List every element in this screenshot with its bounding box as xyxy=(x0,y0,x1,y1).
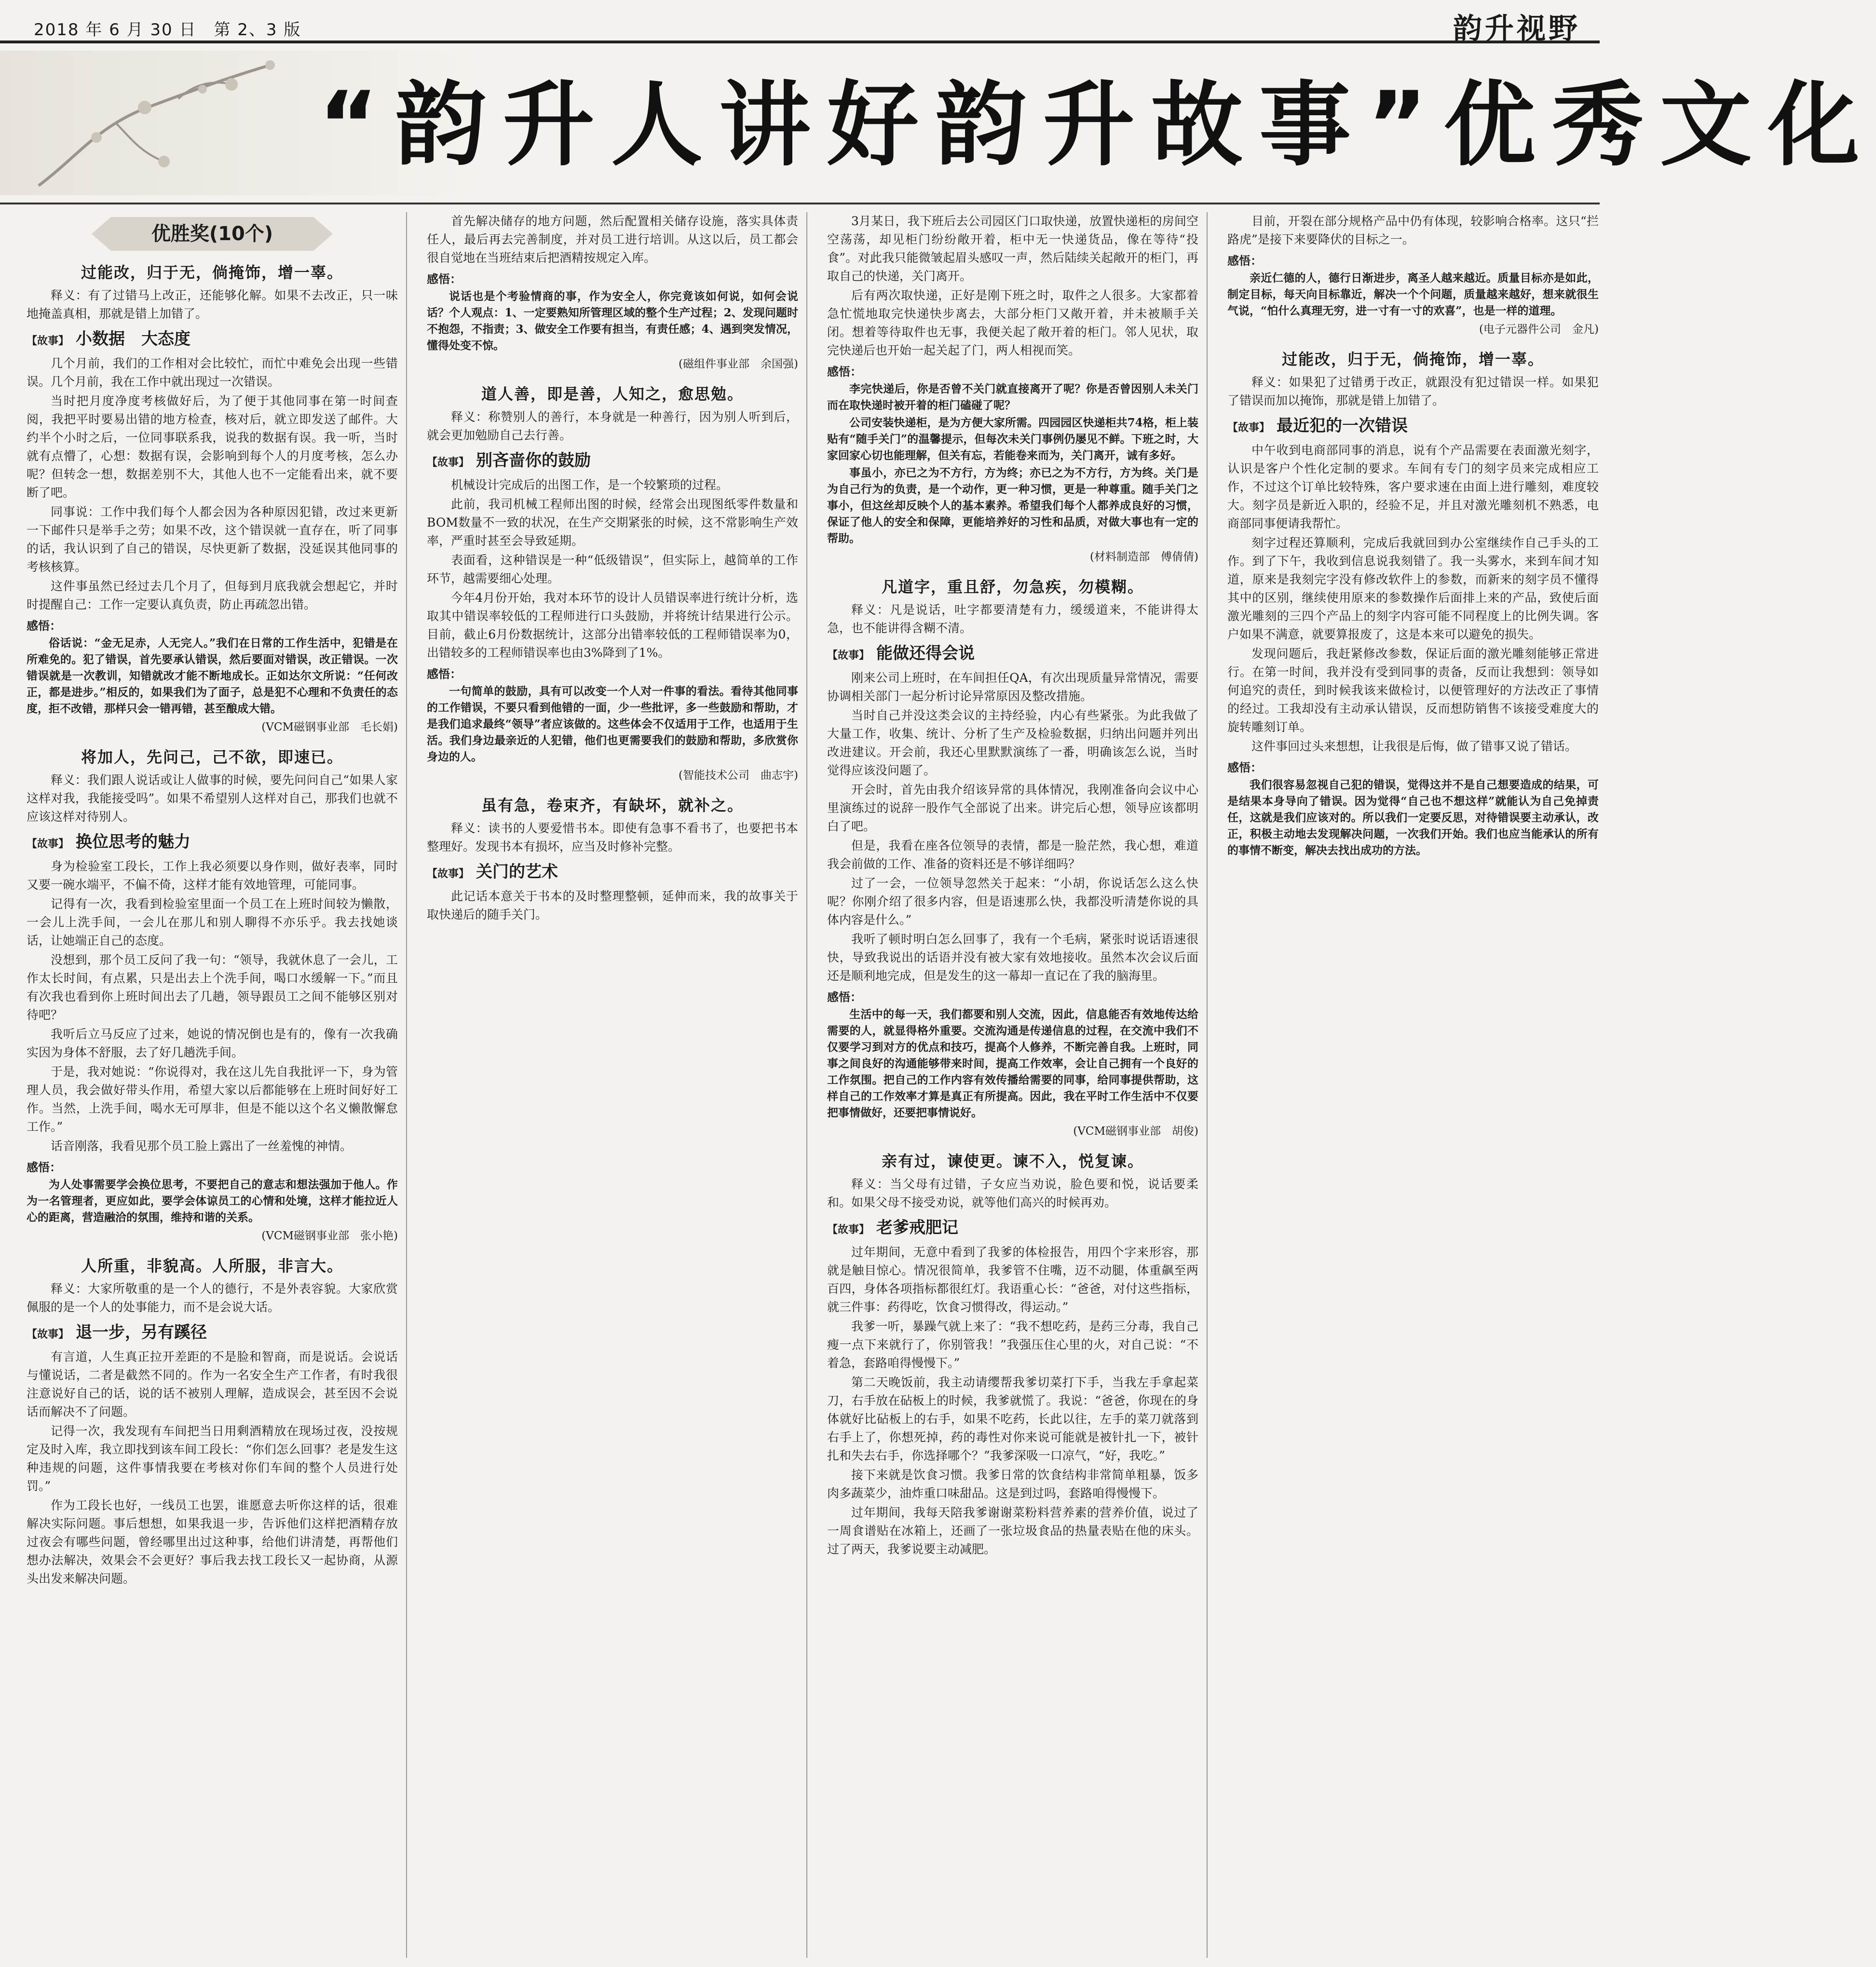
maxim: 过能改，归于无，倘掩饰，增一辜。 xyxy=(1281,350,1544,368)
explanation: 释义：如果犯了过错勇于改正，就跟没有犯过错误一样。如果犯了错误而加以掩饰，那就是错上加错了。 xyxy=(1227,375,1599,407)
column-divider xyxy=(1207,212,1208,1958)
paragraph: 此记话本意关于书本的及时整理整顿，延伸而来，我的故事关于取快递后的随手关门。 xyxy=(427,889,798,922)
paragraph: 开会时，首先由我介绍该异常的具体情况，我刚准备向会议中心里演练过的说辞一股作气全部说了出来。讲完后心想，领导应该都明白了吧。 xyxy=(827,783,1198,833)
story-title: 【故事】 老爹戒肥记 xyxy=(827,1218,959,1237)
paragraph: 刻字过程还算顺利，完成后我就回到办公室继续作自己手头的工作。到了下午，我收到信息说我刻错了。我一头雾水，来到车间才知道，原来是我刻完字没有修改软件上的参数，而新来的刻字员不懂得其中的区别，继续使用原来的参数操作后面排上来的产品，致使后面激光雕刻的三四个产品上的刻字内容可能不同程度上的比例失调。客户如果不满意，就要算报废了，这是本来可以避免的损失。 xyxy=(1227,536,1599,641)
paragraph: 机械设计完成后的出图工作，是一个较繁琐的过程。 xyxy=(451,478,729,492)
paragraph: 记得一次，我发现有车间把当日用剩酒精放在现场过夜，没按规定及时入库，我立即找到该车间工段长：“你们怎么回事？老是发生这种违规的问题，这件事情我要在考核对你们车间的整个人员进行处罚。” xyxy=(27,1424,398,1493)
reflection-label: 感悟： xyxy=(1227,761,1262,774)
column-3 xyxy=(827,212,1198,1958)
explanation: 释义：我们跟人说话或让人做事的时候，要先问问自己“如果人家这样对我，我能接受吗”。如果不希望别人这样对自己，那我们也就不应该这样对待别人。 xyxy=(27,773,398,824)
paragraph: 接下来就是饮食习惯。我爹日常的饮食结构非常简单粗暴，饭多肉多蔬菜少，油炸重口味甜品。这是到过吗，套路咱得慢慢下。 xyxy=(827,1468,1198,1500)
reflection-label: 感悟： xyxy=(1227,254,1262,268)
paragraph: 几个月前，我们的工作相对会比较忙，而忙中难免会出现一些错误。几个月前，我在工作中就出现过一次错误。 xyxy=(27,356,398,389)
reflection: 俗话说：“金无足赤，人无完人。”我们在日常的工作生活中，犯错是在所难免的。犯了错误，首先要承认错误，然后要面对错误，改正错误。一次错误就是一次教训，知错就改才能不断地成长。正如达尔文所说：“任何改正，都是进步。”相反的，如果我们为了面子，总是犯不心理和不负责任的态度，拒不改错，那样只会一错再错，甚至酿成大错。 xyxy=(27,637,398,715)
paragraph: 话音刚落，我看见那个员工脸上露出了一丝羞愧的神情。 xyxy=(51,1139,353,1153)
reflection-label: 感悟： xyxy=(827,365,862,379)
masthead xyxy=(0,0,1600,46)
paragraph: 3月某日，我下班后去公司园区门口取快递，放置快递柜的房间空空荡荡，却见柜门纷纷敞开着，柜中无一快递货品，像在等待“投食”。对此我只能微皱起眉头感叹一声，然后陆续关起敞开的柜门，再取自己的快递，关门离开。 xyxy=(827,214,1198,283)
paragraph: 当时自己并没这类会议的主持经验，内心有些紧张。为此我做了大量工作，收集、统计、分析了生产及检验数据，归纳出问题并列出改进建议。开会前，我还心里默默演练了一番，明确该怎么说，当时觉得应该没问题了。 xyxy=(827,708,1198,777)
award-title: 优胜奖(10个) xyxy=(151,223,273,245)
explanation: 释义：称赞别人的善行，本身就是一种善行，因为别人听到后，就会更加勉励自己去行善。 xyxy=(427,410,798,442)
maxim: 虽有急，卷束齐，有缺坏，就补之。 xyxy=(481,796,744,814)
story-title: 【故事】 换位思考的魅力 xyxy=(27,832,191,852)
author-signature: (材料制造部 傅倩倩) xyxy=(1090,551,1198,563)
paragraph: 我听后立马反应了过来，她说的情况倒也是有的，像有一次我确实因为身体不舒服，去了好几趟洗手间。 xyxy=(27,1027,398,1059)
author-signature: (VCM磁钢事业部 张小艳) xyxy=(261,1230,398,1242)
paragraph: 当时把月度净度考核做好后，为了便于其他同事在第一时间查阅，我把平时要易出错的地方检查，核对后，就立即发送了邮件。大约半个小时之后，一位同事联系我，说我的数据有误。我一听，当时就有点懵了，心想：数据有误，会影响到每个人的月度考核，怎么办呢？但转念一想，数据差别不大，其他人也不一定能看出来，就不要断了吧。 xyxy=(27,394,398,500)
column-divider xyxy=(806,212,807,1958)
newspaper-brand: 韵升视野 xyxy=(1453,12,1580,46)
reflection: 公司安装快递柜，是为方便大家所需。四园园区快递柜共74格，柜上装贴有“随手关门”的温馨提示，但每次未关门事例仍屡见不鲜。下班之时，大家回家心切也能理解，但关有忘，若能卷来而为，关门离开，诚有多好。 xyxy=(827,416,1198,462)
paragraph: 记得有一次，我看到检验室里面一个员工在上班时间较为懒散，一会儿上洗手间，一会儿在那儿和别人聊得不亦乐乎。我去找她谈话，让她端正自己的态度。 xyxy=(27,897,398,948)
story-title: 【故事】 别吝啬你的鼓励 xyxy=(427,451,591,470)
reflection-label: 感悟： xyxy=(27,1161,61,1174)
explanation: 释义：凡是说话，吐字都要清楚有力，缓缓道来，不能讲得太急，也不能讲得含糊不清。 xyxy=(827,603,1198,635)
paragraph: 过年期间，无意中看到了我爹的体检报告，用四个字来形容，那就是触目惊心。情况很简单，我爹管不住嘴，迈不动腿，体重飙至两百四，身体各项指标都很红灯。我语重心长：“爸爸，对付这些指标，就三件事：药得吃，饮食习惯得改，得运动。” xyxy=(827,1245,1198,1314)
story-title: 【故事】 能做还得会说 xyxy=(827,644,975,663)
paragraph: 过年期间，我每天陪我爹谢谢菜粉料营养素的营养价值，说过了一周食谱贴在冰箱上，还画了一张垃圾食品的热量表贴在他的床头。过了两天，我爹说要主动减肥。 xyxy=(827,1506,1198,1556)
explanation: 释义：大家所敬重的是一个人的德行，不是外表容貌。大家欣赏佩服的是一个人的处事能力，而不是会说大话。 xyxy=(27,1282,398,1314)
reflection-label: 感悟： xyxy=(427,667,462,681)
story-title: 【故事】 退一步，另有蹊径 xyxy=(27,1323,207,1342)
reflection: 事虽小，亦已之为不方行，方为终；亦已之为不方行，方为终。关门是为自己行为的负责，是一个动作，更一种习惯，更是一种尊重。随手关门之事小，但这丝却反映个人的基本素养。希望我们每个人都养成良好的习惯，保证了他人的安全和保障，更能培养好的习性和品质，对做大事也有一定的帮助。 xyxy=(827,466,1198,545)
paragraph: 这件事虽然已经过去几个月了，但每到月底我就会想起它，并时时提醒自己：工作一定要认真负责，防止再疏忽出错。 xyxy=(27,579,398,611)
plum-blossom-illustration xyxy=(19,51,357,195)
column-2 xyxy=(427,212,798,1958)
maxim: 人所重，非貌高。人所服，非言大。 xyxy=(81,1257,343,1275)
column-4 xyxy=(1227,212,1599,1958)
paragraph: 今年4月份开始，我对本环节的设计人员错误率进行统计分析，选取其中错误率较低的工程师进行口头鼓励，并将统计结果进行公示。目前，截止6月份数据统计，这部分出错率较低的工程师错误率为0，出错较多的工程师错误率也由3%降到了1%。 xyxy=(427,591,798,660)
paragraph: 我听了顿时明白怎么回事了，我有一个毛病，紧张时说话语速很快，导致我说出的话语并没有被大家有效地接收。虽然本次会议后面还是顺利地完成，但是发生的这一幕却一直记在了我的脑海里。 xyxy=(827,932,1198,983)
paragraph: 首先解决储存的地方问题，然后配置相关储存设施，落实具体责任人，最后再去完善制度，并对员工进行培训。从这以后，员工都会很自觉地在当班结束后把酒精按规定入库。 xyxy=(427,214,798,265)
paragraph: 后有两次取快递，正好是刚下班之时，取件之人很多。大家都着急忙慌地取完快递快步离去，大部分柜门又敞开着，并未被顺手关闭。想着等待取件也无事，我便关起了敞开着的柜门。邻人见状，取完快递后也开始一起关起了门，两人相视而笑。 xyxy=(827,288,1198,357)
reflection: 我们很容易忽视自己犯的错误，觉得这并不是自己想要造成的结果，可是结果本身导向了错误。因为觉得“自己也不想这样”就能认为自己免掉责任，这就是我们应该对的。所以我们一定要反思，对待错误要主动承认，改正，积极主动地去发现解决问题，一次我们开始。我们也应当能承认的所有的事情不断变，解决去找出成功的方法。 xyxy=(1227,778,1599,857)
reflection-label: 感悟： xyxy=(827,990,862,1004)
reflection: 为人处事需要学会换位思考，不要把自己的意志和想法强加于他人。作为一名管理者，更应如此，要学会体谅员工的心情和处境，这样才能拉近人心的距离，营造融洽的氛围，维持和谐的关系。 xyxy=(27,1178,398,1224)
story-title: 【故事】 最近犯的一次错误 xyxy=(1227,416,1408,435)
paragraph: 这件事回过头来想想，让我很是后悔，做了错事又说了错话。 xyxy=(1251,739,1577,753)
author-signature: (电子元器件公司 金凡) xyxy=(1479,323,1599,336)
author-signature: (VCM磁钢事业部 毛长娟) xyxy=(261,721,398,733)
maxim: 道人善，即是善，人知之，愈思勉。 xyxy=(481,385,744,403)
reflection: 亲近仁德的人，德行日渐进步，离圣人越来越近。质量目标亦是如此，制定目标，每天向目标靠近，解决一个个问题，质量越来越好，想来就很生气说，“怕什么真理无穷，进一寸有一寸的欢喜”，也是一样的道理。 xyxy=(1227,271,1599,317)
paragraph: 第二天晚饭前，我主动请缨帮我爹切菜打下手，当我左手拿起菜刀，右手放在砧板上的时候，我爹就慌了。我说：“爸爸，你现在的身体就好比砧板上的右手，如果不吃药，长此以往，左手的菜刀就落到右手上了，你想死掉，药的毒性对你来说可能就是被针扎一下，被针扎和失去右手，你选择哪个？”我爹深吸一口凉气，“好，我吃。” xyxy=(827,1375,1198,1463)
paragraph: 过了一会，一位领导忽然关于起来：“小胡，你说话怎么这么快呢？你刚介绍了很多内容，但是语速那么快，我都没听清楚你说的具体内容是什么。” xyxy=(827,876,1198,927)
paragraph: 但是，我看在座各位领导的表情，都是一脸茫然，我心想，难道我会前做的工作、准备的资料还是不够详细吗？ xyxy=(827,839,1198,871)
award-section-header xyxy=(111,217,313,251)
explanation: 释义：当父母有过错，子女应当劝说，脸色要和悦，说话要柔和。如果父母不接受劝说，就等他们高兴的时候再劝。 xyxy=(827,1177,1198,1209)
paragraph: 我爹一听，暴躁气就上来了：“我不想吃药，是药三分毒，我自己瘦一点下来就行了，你别管我！”我强压住心里的火，对自己说：“不着急，套路咱得慢慢下。” xyxy=(827,1319,1198,1370)
paragraph: 同事说：工作中我们每个人都会因为各种原因犯错，改过来更新一下邮件只是举手之劳；如果不改，这个错误就一直存在，听了同事的话，我认识到了自己的错误，尽快更新了数据，没延误其他同事的考核核算。 xyxy=(27,505,398,574)
maxim: 亲有过，谏使更。谏不入，悦复谏。 xyxy=(881,1152,1144,1170)
explanation: 释义：读书的人要爱惜书本。即使有急事不看书了，也要把书本整理好。发现书本有损坏，应当及时修补完整。 xyxy=(427,821,798,854)
reflection: 一句简单的鼓励，具有可以改变一个人对一件事的看法。看待其他同事的工作错误，不要只看到他错的一面，少一些批评，多一些鼓励和帮助，才是我们追求最终“领导”者应该做的。这些体会不仅适用于工作，也适用于生活。我们身边最亲近的人犯错，他们也更需要我们的鼓励和帮助，多欣赏你身边的人。 xyxy=(427,685,798,763)
story-title: 【故事】 小数据 大态度 xyxy=(27,329,191,349)
paragraph: 没想到，那个员工反问了我一句：“领导，我就休息了一会儿，工作太长时间，有点累，只是出去上个洗手间，喝口水缓解一下。”而且有次我也看到你上班时间出去了几趟，领导跟员工之间不能够区别对待吧？ xyxy=(27,953,398,1022)
paragraph: 发现问题后，我赶紧修改参数，保证后面的激光雕刻能够正常进行。在第一时间，我并没有受到同事的责备，反而让我想到：领导如何追究的责任，到时候我该来做检讨，以便管理好的方法改正了事情的经过。工我却没有主动承认错误，反而想防销售不该接受难度大的旋转雕刻订单。 xyxy=(1227,647,1599,734)
author-signature: (磁组件事业部 余国强) xyxy=(679,358,798,370)
page-headline: “韵升人讲好韵升故事”优秀文化 xyxy=(318,72,1876,178)
paragraph: 刚来公司上班时，在车间担任QA，有次出现质量异常情况，需要协调相关部门一起分析讨论异常原因及整改措施。 xyxy=(827,671,1198,703)
column-divider xyxy=(406,212,407,1958)
paragraph: 有言道，人生真正拉开差距的不是脸和智商，而是说话。会说话与懂说话，二者是截然不同的。作为一名安全生产工作者，有时我很注意说好自己的话，说的话不被别人理解，造成误会，甚至因不会说话而解决不了问题。 xyxy=(27,1350,398,1419)
column-1 xyxy=(27,212,398,1958)
explanation: 释义：有了过错马上改正，还能够化解。如果不去改正，只一味地掩盖真相，那就是错上加错了。 xyxy=(27,288,398,321)
paragraph: 身为检验室工段长，工作上我必须要以身作则，做好表率，同时又要一碗水端平，不偏不倚，这样才能有效地管理，可能同事。 xyxy=(27,859,398,892)
maxim: 凡道字，重且舒，勿急疾，勿模糊。 xyxy=(881,578,1144,596)
reflection: 生活中的每一天，我们都要和别人交流，因此，信息能否有效地传达给需要的人，就显得格外重要。交流沟通是传递信息的过程，在交流中我们不仅要学习到对方的优点和技巧，提高个人修养，不断完善自我。上班时，同事之间良好的沟通能够带来时间，提高工作效率，会让自己拥有一个良好的工作氛围。把自己的工作内容有效传播给需要的同事，给同事提供帮助，这样自己的工作效率才算是真正有所提高。因此，我在平时工作生活中不仅要把事情做好，还要把事情说好。 xyxy=(827,1008,1198,1119)
maxim: 过能改，归于无，倘掩饰，增一辜。 xyxy=(81,263,343,282)
reflection-label: 感悟： xyxy=(27,619,61,633)
author-signature: (智能技术公司 曲志宇) xyxy=(679,769,798,782)
paragraph: 于是，我对她说：“你说得对，我在这儿先自我批评一下，身为管理人员，我会做好带头作用，希望大家以后都能够在上班时间好好工作。当然，上洗手间，喝水无可厚非，但是不能以这个名义懒散懈怠工作。” xyxy=(27,1065,398,1134)
story-title: 【故事】 关门的艺术 xyxy=(427,862,558,882)
paragraph: 作为工段长也好，一线员工也罢，谁愿意去听你这样的话，很难解决实际问题。事后想想，如果我退一步，告诉他们这样把酒精存放过夜会有哪些问题，曾经哪里出过这种事，给他们讲清楚，再帮他们想办法解决，效果会不会更好？事后我去找工段长又一起协商，从源头出发来解决问题。 xyxy=(27,1498,398,1586)
issue-date: 2018 年 6 月 30 日 第 2、3 版 xyxy=(34,20,301,40)
reflection: 李完快递后，你是否曾不关门就直接离开了呢？你是否曾因别人未关门而在取快递时被开着的柜门磕碰了呢？ xyxy=(827,382,1198,412)
paragraph: 中午收到电商部同事的消息，说有个产品需要在表面激光刻字，认识是客户个性化定制的要求。车间有专门的刻字员来完成相应工作，不过这个订单比较特殊，客户要求速在由面上进行雕刻，难度较大。刻字员是新近入职的，经验不足，并且对激光雕刻机不熟悉，电商部同事便请我帮忙。 xyxy=(1227,443,1599,530)
reflection-label: 感悟： xyxy=(427,272,462,286)
paragraph: 目前，开裂在部分规格产品中仍有体现，较影响合格率。这只“拦路虎”是接下来要降伏的目标之一。 xyxy=(1227,214,1599,246)
paragraph: 此前，我司机械工程师出图的时候，经常会出现图纸零件数量和BOM数量不一致的状况，在生产交期紧张的时候，这不常影响生产效率，严重时甚至会导致延期。 xyxy=(427,497,798,548)
author-signature: (VCM磁钢事业部 胡俊) xyxy=(1073,1125,1198,1138)
title-banner xyxy=(0,51,1876,195)
banner-divider xyxy=(0,203,1600,204)
paragraph: 表面看，这种错误是一种“低级错误”，但实际上，越简单的工作环节，越需要细心处理。 xyxy=(427,553,798,585)
reflection: 说话也是个考验情商的事，作为安全人，你完竟该如何说，如何会说话？个人观点：1、一定要熟知所管理区域的整个生产过程；2、发现问题时不抱怨，不指责；3、做安全工作要有担当，有责任感；4、遇到突发情况，懂得处变不惊。 xyxy=(427,290,798,352)
maxim: 将加人，先问己，己不欲，即速已。 xyxy=(81,748,343,766)
